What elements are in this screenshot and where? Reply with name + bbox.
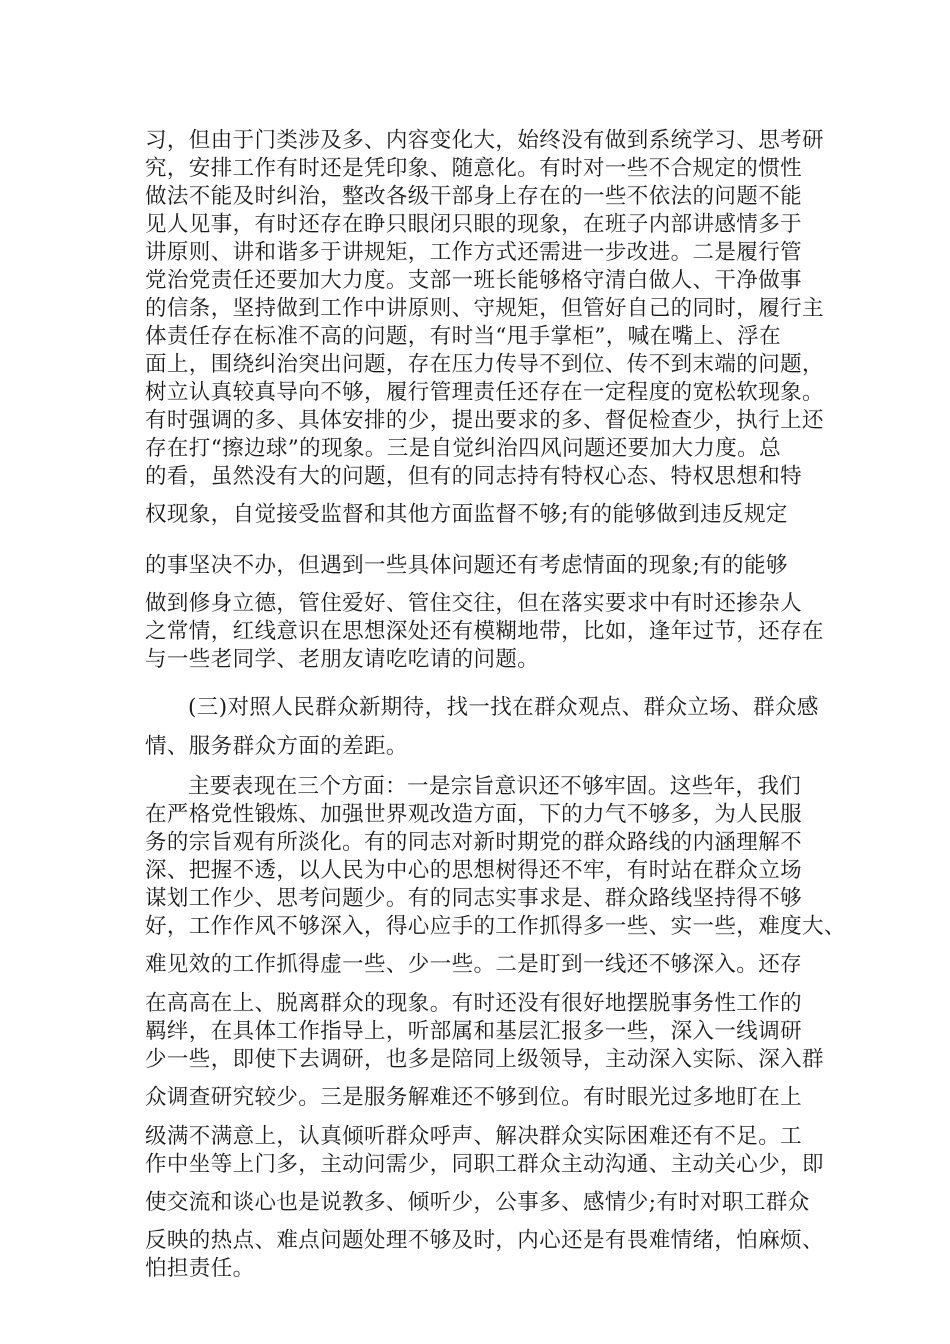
text-line: 树立认真较真导向不够，履行管理责任还存在一定程度的宽松软现象。 xyxy=(145,380,824,405)
section-heading-line: 情、服务群众方面的差距。 xyxy=(145,734,408,759)
text-line: 习，但由于门类涉及多、内容变化大，始终没有做到系统学习、思考研 xyxy=(145,128,824,153)
text-line: 在严格党性锻炼、加强世界观改造方面，下的力气不够多，为人民服 xyxy=(145,802,803,827)
text-line: 深、把握不透，以人民为中心的思想树得还不牢，有时站在群众立场 xyxy=(145,858,803,883)
text-line: 体责任存在标准不高的问题，有时当“甩手掌柜”，喊在嘴上、浮在 xyxy=(145,324,781,349)
text-line: 之常情，红线意识在思想深处还有模糊地带，比如，逢年过节，还存在 xyxy=(145,619,824,644)
text-line: 众调查研究较少。三是服务解难还不够到位。有时眼光过多地盯在上 xyxy=(145,1085,803,1110)
text-line: 党治党责任还要加大力度。支部一班长能够格守清白做人、干净做事 xyxy=(145,268,803,293)
text-line: 究，安排工作有时还是凭印象、随意化。有时对一些不合规定的惯性 xyxy=(145,156,803,181)
text-line: 权现象，自觉接受监督和其他方面监督不够;有的能够做到违反规定 xyxy=(145,502,788,527)
text-line: 务的宗旨观有所淡化。有的同志对新时期党的群众路线的内涵理解不 xyxy=(145,830,803,855)
text-line: 见人见事，有时还存在睁只眼闭只眼的现象，在班子内部讲感情多于 xyxy=(145,212,803,237)
text-line: 的事坚决不办，但遇到一些具体问题还有考虑情面的现象;有的能够 xyxy=(145,553,788,578)
text-line: 难见效的工作抓得虚一些、少一些。二是盯到一线还不够深入。还存 xyxy=(145,952,803,977)
text-line: 少一些，即使下去调研，也多是陪同上级领导，主动深入实际、深入群 xyxy=(145,1047,824,1072)
text-line: 有时强调的多、具体安排的少，提出要求的多、督促检查少，执行上还 xyxy=(145,408,824,433)
paragraph-first-line: 主要表现在三个方面：一是宗旨意识还不够牢固。这些年，我们 xyxy=(188,774,802,799)
text-line: 使交流和谈心也是说教多、倾听少，公事多、感情少;有时对职工群众 xyxy=(145,1190,810,1215)
text-line: 做到修身立德，管住爱好、管住交往，但在落实要求中有时还掺杂人 xyxy=(145,591,803,616)
text-line: 反映的热点、难点问题处理不够及时，内心还是有畏难情绪，怕麻烦、 xyxy=(145,1228,824,1253)
section-heading-line: (三)对照人民群众新期待，找一找在群众观点、群众立场、群众感 xyxy=(188,695,819,720)
text-line: 存在打“擦边球”的现象。三是自觉纠治四风问题还要加大力度。总 xyxy=(145,436,781,461)
text-line: 羁绊，在具体工作指导上，听部属和基层汇报多一些，深入一线调研 xyxy=(145,1019,803,1044)
text-line: 与一些老同学、老朋友请吃吃请的问题。 xyxy=(145,647,540,672)
text-line: 作中坐等上门多，主动问需少，同职工群众主动沟通、主动关心少，即 xyxy=(145,1152,824,1177)
text-line: 在高高在上、脱离群众的现象。有时还没有很好地摆脱事务性工作的 xyxy=(145,991,803,1016)
text-line: 怕担责任。 xyxy=(145,1256,255,1281)
text-line: 级满不满意上，认真倾听群众呼声、解决群众实际困难还有不足。工 xyxy=(145,1124,803,1149)
text-line: 讲原则、讲和谐多于讲规矩，工作方式还需进一步改进。二是履行管 xyxy=(145,240,803,265)
text-line: 的看，虽然没有大的问题，但有的同志持有特权心态、特权思想和特 xyxy=(145,464,803,489)
text-line: 谋划工作少、思考问题少。有的同志实事求是、群众路线坚持得不够 xyxy=(145,886,803,911)
text-line: 面上，围绕纠治突出问题，存在压力传导不到位、传不到末端的问题， xyxy=(145,352,824,377)
text-line: 的信条，坚持做到工作中讲原则、守规矩，但管好自己的同时，履行主 xyxy=(145,296,824,321)
text-line: 做法不能及时纠治，整改各级干部身上存在的一些不依法的问题不能 xyxy=(145,184,803,209)
text-line: 好，工作作风不够深入，得心应手的工作抓得多一些、实一些，难度大、 xyxy=(145,914,846,939)
